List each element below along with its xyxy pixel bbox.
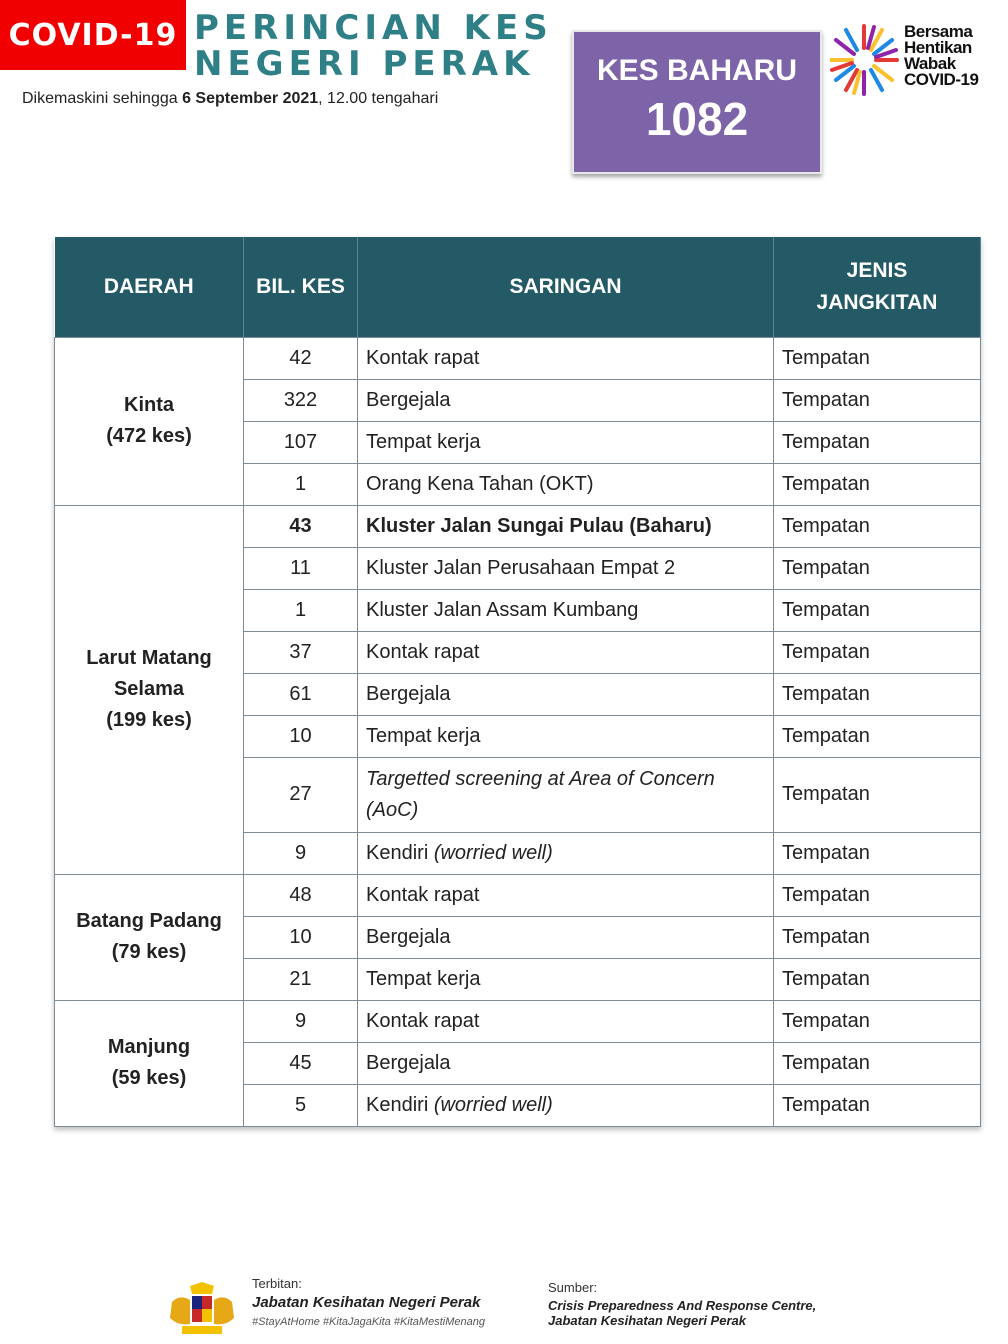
screening: Bergejala <box>358 1042 774 1084</box>
campaign-logo <box>830 18 1006 102</box>
screening: Kontak rapat <box>358 1000 774 1042</box>
updated-suffix: , 12.00 tengahari <box>318 90 439 107</box>
screening-note: (worried well) <box>433 841 553 864</box>
infection-type: Tempatan <box>774 1084 981 1126</box>
publisher-block <box>252 1276 485 1328</box>
district-batang-padang <box>55 874 244 1000</box>
infection-type: Tempatan <box>774 421 981 463</box>
header-screening: SARINGAN <box>358 237 774 337</box>
infection-type: Tempatan <box>774 1042 981 1084</box>
screening: Tempat kerja <box>358 421 774 463</box>
sunburst-icon <box>830 20 902 100</box>
case-count: 1 <box>244 589 358 631</box>
table-row <box>55 874 981 916</box>
case-count: 45 <box>244 1042 358 1084</box>
district-name: Kinta <box>124 394 174 416</box>
new-cases-label: KES BAHARU <box>596 54 797 87</box>
case-count: 10 <box>244 715 358 757</box>
source-line2: Jabatan Kesihatan Negeri Perak <box>548 1313 746 1328</box>
screening <box>358 832 774 874</box>
screening: Kluster Jalan Perusahaan Empat 2 <box>358 547 774 589</box>
source-block <box>548 1280 816 1328</box>
publisher-name: Jabatan Kesihatan Negeri Perak <box>252 1294 481 1311</box>
district-total: (79 kes) <box>111 941 187 963</box>
updated-text <box>22 90 438 108</box>
logo-line: COVID-19 <box>904 70 979 89</box>
new-cases-value: 1082 <box>645 93 749 145</box>
updated-prefix: Dikemaskini sehingga <box>22 90 183 107</box>
district-larut-matang-selama <box>55 505 244 874</box>
header-infection-type <box>774 237 981 337</box>
screening-label: Kendiri <box>366 841 429 864</box>
case-count: 37 <box>244 631 358 673</box>
source-label: Sumber: <box>548 1280 598 1295</box>
district-total: (472 kes) <box>106 425 192 447</box>
screening: Kontak rapat <box>358 337 774 379</box>
screening: Kluster Jalan Assam Kumbang <box>358 589 774 631</box>
covid-tag: COVID-19 <box>0 0 186 70</box>
hashtags: #StayAtHome #KitaJagaKita #KitaMestiMenang <box>252 1316 485 1328</box>
page-title-line2: NEGERI PERAK <box>194 44 535 84</box>
screening: Bergejala <box>358 379 774 421</box>
case-count: 11 <box>244 547 358 589</box>
district-manjung <box>55 1000 244 1126</box>
table-header-row <box>55 237 981 337</box>
infection-type: Tempatan <box>774 505 981 547</box>
case-count: 107 <box>244 421 358 463</box>
screening: Kluster Jalan Sungai Pulau (Baharu) <box>358 505 774 547</box>
infection-type: Tempatan <box>774 757 981 832</box>
case-count: 9 <box>244 1000 358 1042</box>
infection-type: Tempatan <box>774 832 981 874</box>
header-district: DAERAH <box>55 237 244 337</box>
screening: Kontak rapat <box>358 874 774 916</box>
infection-type: Tempatan <box>774 337 981 379</box>
infection-type: Tempatan <box>774 1000 981 1042</box>
district-name: Manjung <box>107 1036 191 1058</box>
infection-type: Tempatan <box>774 379 981 421</box>
screening: Tempat kerja <box>358 715 774 757</box>
case-count: 10 <box>244 916 358 958</box>
district-kinta <box>55 337 244 505</box>
screening-note: (worried well) <box>433 1093 553 1116</box>
case-count: 5 <box>244 1084 358 1126</box>
case-count: 61 <box>244 673 358 715</box>
screening: Targetted screening at Area of Concern (AoC) <box>358 757 774 832</box>
infection-type: Tempatan <box>774 547 981 589</box>
screening-label: Kendiri <box>366 1093 429 1116</box>
updated-date: 6 September 2021 <box>182 90 319 107</box>
case-count: 43 <box>244 505 358 547</box>
screening: Tempat kerja <box>358 958 774 1000</box>
case-count: 9 <box>244 832 358 874</box>
logo-text <box>904 24 978 88</box>
source-line1: Crisis Preparedness And Response Centre, <box>548 1298 817 1313</box>
case-count: 1 <box>244 463 358 505</box>
new-cases-box <box>572 30 822 174</box>
infection-type: Tempatan <box>774 874 981 916</box>
district-name-line1: Larut Matang <box>86 647 212 669</box>
logo-line: Wabak <box>904 54 956 73</box>
screening: Bergejala <box>358 673 774 715</box>
infection-type: Tempatan <box>774 631 981 673</box>
table-row <box>55 1000 981 1042</box>
page-title-line1: PERINCIAN KES <box>194 8 553 48</box>
header-count: BIL. KES <box>244 237 358 337</box>
infection-type: Tempatan <box>774 673 981 715</box>
screening: Orang Kena Tahan (OKT) <box>358 463 774 505</box>
case-count: 42 <box>244 337 358 379</box>
case-count: 27 <box>244 757 358 832</box>
coat-of-arms-icon <box>162 1280 242 1338</box>
infection-type: Tempatan <box>774 916 981 958</box>
district-total: (59 kes) <box>111 1067 187 1089</box>
district-total: (199 kes) <box>106 709 192 731</box>
infection-type: Tempatan <box>774 589 981 631</box>
case-breakdown-table <box>54 237 981 1127</box>
screening: Kontak rapat <box>358 631 774 673</box>
district-name: Batang Padang <box>76 910 222 932</box>
infection-type: Tempatan <box>774 958 981 1000</box>
district-name-line2: Selama <box>113 678 185 700</box>
table-row <box>55 505 981 547</box>
logo-line: Hentikan <box>904 38 972 57</box>
header-type-line1: JENIS <box>846 258 908 282</box>
header-type-line2: JANGKITAN <box>816 290 938 314</box>
infection-type: Tempatan <box>774 463 981 505</box>
logo-line: Bersama <box>904 22 973 41</box>
table-row <box>55 337 981 379</box>
screening: Bergejala <box>358 916 774 958</box>
screening <box>358 1084 774 1126</box>
publisher-label: Terbitan: <box>252 1276 302 1291</box>
infection-type: Tempatan <box>774 715 981 757</box>
case-count: 322 <box>244 379 358 421</box>
case-count: 48 <box>244 874 358 916</box>
case-count: 21 <box>244 958 358 1000</box>
